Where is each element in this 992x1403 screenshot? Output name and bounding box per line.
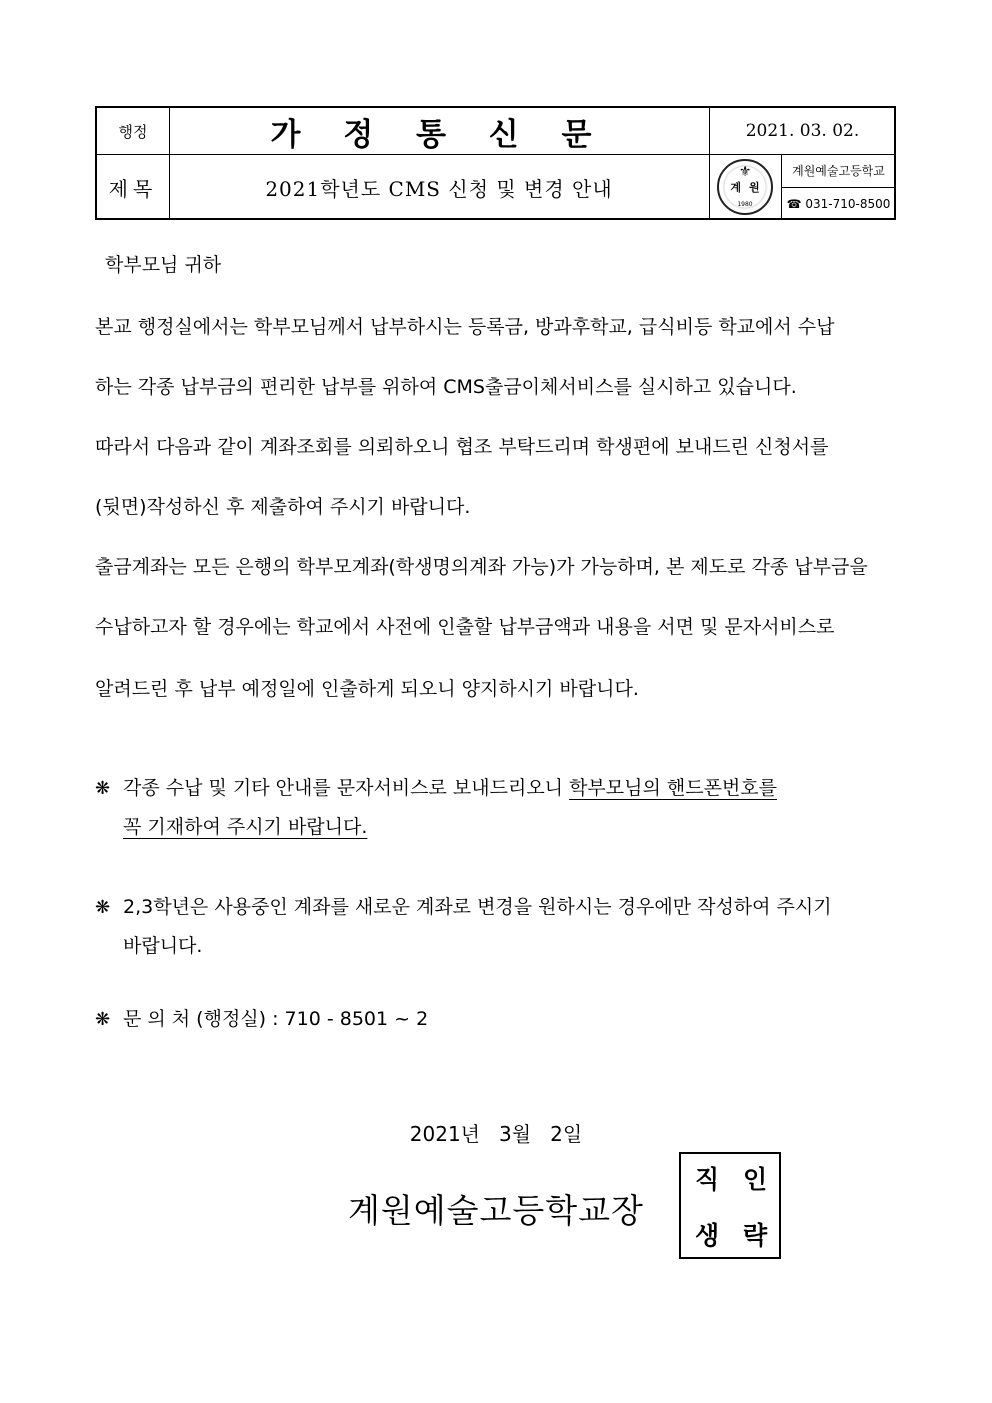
stamp-char: 인 [743,1165,768,1194]
body-line: 출금계좌는 모든 은행의 학부모계좌(학생명의계좌 가능)가 가능하며, 본 제도로 각종 납부금을 [95,556,868,578]
note-text: 각종 수납 및 기타 안내를 문자서비스로 보내드리오니 [123,777,570,799]
stamp-char: 직 [695,1165,720,1194]
notice-header-table [95,106,896,220]
issue-date: 2021년 3월 2일 [409,1122,583,1146]
seal-year: 1980 [737,201,753,208]
note-text: 2,3학년은 사용중인 계좌를 새로운 계좌로 변경을 원하시는 경우에만 작성하여 주시기 [123,896,832,918]
stamp-char: 략 [743,1221,768,1250]
contact-text: 문 의 처 (행정실) : 710 - 8501 ~ 2 [123,1008,429,1030]
note-sms-continued [123,812,367,839]
admin-label: 행정 [118,122,148,141]
note-account-change [95,892,832,919]
note-account-change-continued: 바랍니다. [123,935,203,957]
note-sms [95,773,777,800]
asterisk-icon: ❋ [95,1009,111,1030]
greeting: 학부모님 귀하 [105,254,222,276]
subject-label: 제목 [108,176,158,201]
body-line: (뒷면)작성하신 후 제출하여 주시기 바랍니다. [95,496,471,518]
note-emphasis: 학부모님의 핸드폰번호를 [569,777,778,799]
asterisk-icon: ❋ [95,897,111,918]
school-name: 계원예술고등학교 [792,164,885,178]
document-subject: 2021학년도 CMS 신청 및 변경 안내 [265,176,613,201]
note-contact [95,1004,428,1031]
seal-text: 계원 [730,181,768,194]
school-seal-cell [709,154,781,220]
official-stamp-box [679,1152,781,1259]
flame-icon: ⚜ [738,164,752,180]
body-line: 따라서 다음과 같이 계좌조회를 의뢰하오니 협조 부탁드리며 학생편에 보내드린 신청서를 [95,436,829,458]
body-line: 본교 행정실에서는 학부모님께서 납부하시는 등록금, 방과후학교, 급식비등 학교에서 수납 [95,316,835,338]
principal-name: 계원예술고등학교장 [348,1191,644,1230]
stamp-char: 생 [695,1221,720,1250]
body-line: 하는 각종 납부금의 편리한 납부를 위하여 CMS출금이체서비스를 실시하고 있습니다. [95,376,797,398]
document-title: 가 정 통 신 문 [270,116,608,153]
body-line: 알려드린 후 납부 예정일에 인출하게 되오니 양지하시기 바랍니다. [95,678,639,700]
school-phone: ☎ 031-710-8500 [786,196,891,211]
document-date: 2021. 03. 02. [745,121,860,141]
asterisk-icon: ❋ [95,778,111,799]
school-seal-icon [717,159,773,215]
note-emphasis: 꼭 기재하여 주시기 바랍니다. [123,816,368,838]
body-line: 수납하고자 할 경우에는 학교에서 사전에 인출할 납부금액과 내용을 서면 및 문자서비스로 [95,616,835,638]
